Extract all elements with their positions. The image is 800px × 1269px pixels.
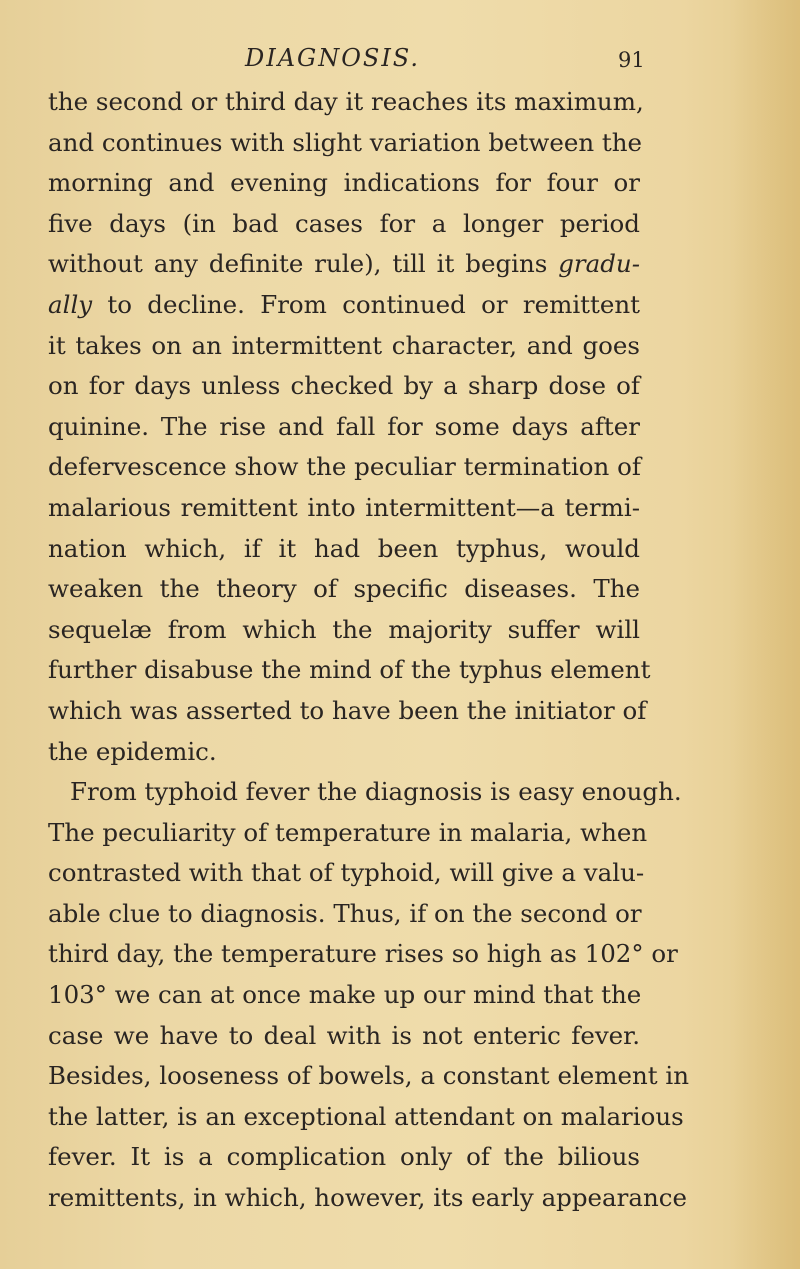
text-line: able clue to diagnosis. Thus, if on the second or [48,898,642,928]
text-line: weaken the theory of specific diseases. The [48,574,640,604]
page-header [0,38,800,78]
text-line [48,285,640,326]
text-line: on for days unless checked by a sharp dose of [48,371,640,401]
text-segment: without any definite rule), till it begins [48,249,559,279]
text-line: defervescence show the peculiar termination of [48,452,641,482]
text-line: the latter, is an exceptional attendant on malarious [48,1101,684,1131]
running-title: DIAGNOSIS. [244,44,421,72]
text-line: nation which, if it had been typhus, would [48,533,640,563]
text-line: the second or third day it reaches its maximum, [48,87,644,116]
text-line: case we have to deal with is not enteric fever. [48,1020,640,1050]
text-line [48,244,640,285]
text-line: quinine. The rise and fall for some days after [48,411,640,441]
text-line: sequelæ from which the majority suffer will [48,614,640,644]
text-line: 103° we can at once make up our mind that the [48,980,642,1010]
body-text [48,82,690,1219]
page-number: 91 [618,48,645,72]
text-line: malarious remittent into intermittent—a termi- [48,492,640,522]
text-line: fever. It is a complication only of the bilious [48,1142,640,1172]
text-line: From typhoid fever the diagnosis is easy enough. [70,777,682,807]
text-line: third day, the temperature rises so high as 102° or [48,939,678,969]
text-line: it takes on an intermittent character, and goes [48,330,640,360]
text-line: remittents, in which, however, its early appearance [48,1183,687,1213]
text-line: contrasted with that of typhoid, will give a valu- [48,858,645,888]
text-segment: to decline. From continued or remittent [92,289,640,319]
text-line: The peculiarity of temperature in malaria, when [48,817,648,847]
text-line: and continues with slight variation between the [48,127,643,157]
italic-text: gradu- [558,249,640,279]
text-line: Besides, looseness of bowels, a constant element in [48,1061,690,1091]
text-line: the epidemic. [48,736,217,766]
text-line: further disabuse the mind of the typhus element [48,655,651,685]
text-line: morning and evening indications for four or [48,168,640,198]
text-line: which was asserted to have been the initiator of [48,695,647,725]
italic-text: ally [48,289,93,319]
text-line: five days (in bad cases for a longer period [48,208,640,238]
